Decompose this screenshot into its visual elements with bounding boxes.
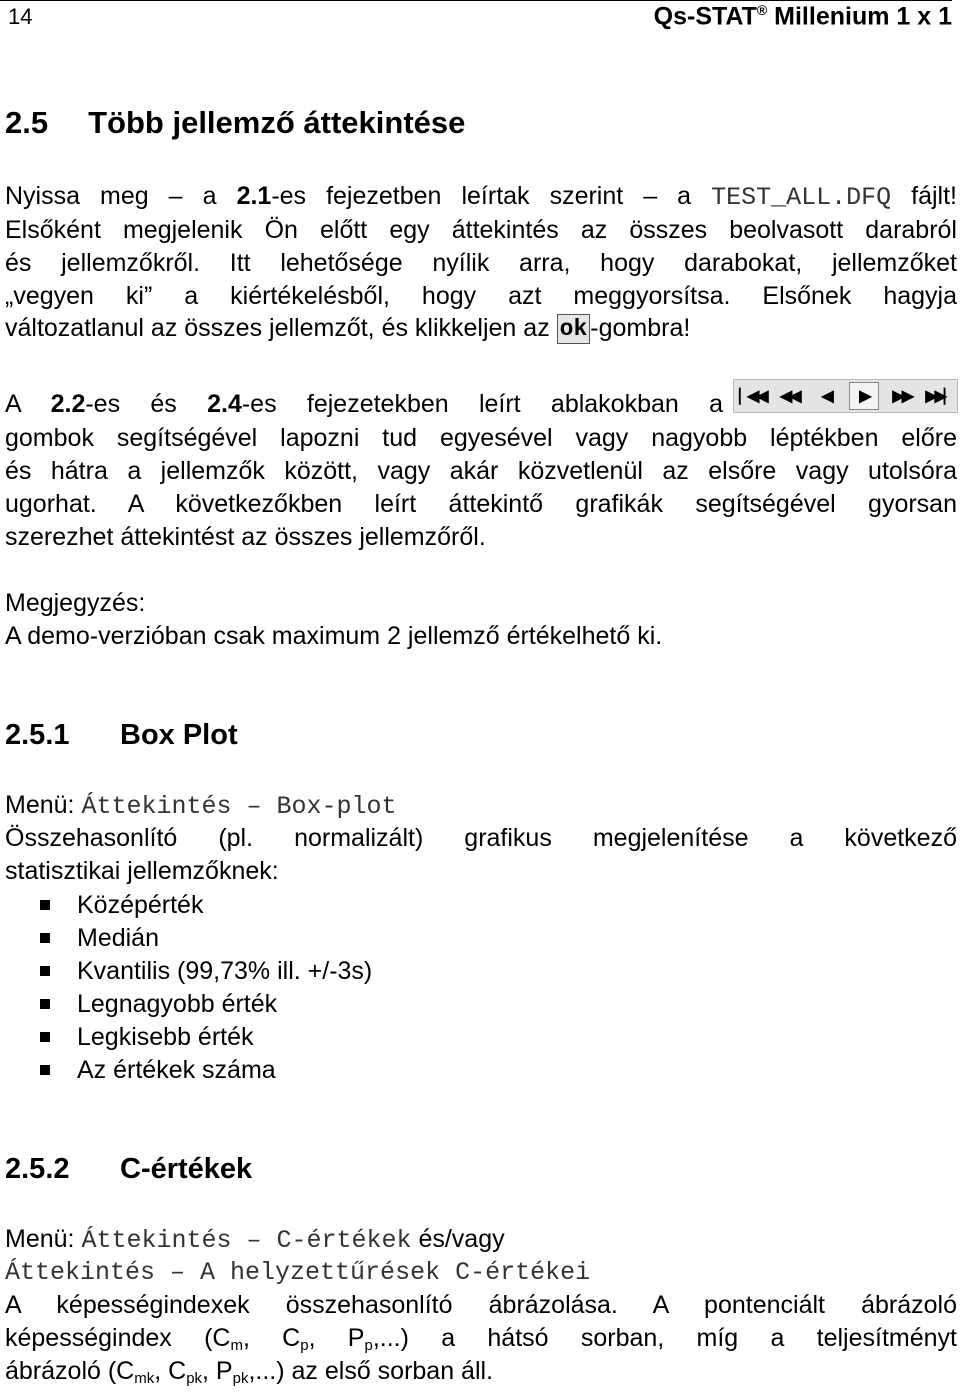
- subsection-heading-box-plot: 2.5.1 Box Plot: [5, 719, 238, 751]
- subsection-heading-c-values: 2.5.2 C-értékek: [5, 1153, 253, 1185]
- header-rule: [0, 0, 952, 1]
- bullet-square-icon: [40, 933, 50, 943]
- note-text: A demo-verzióban csak maximum 2 jellemző értékelhető ki.: [5, 622, 663, 650]
- bullet-square-icon: [40, 900, 50, 910]
- note-label: Megjegyzés:: [5, 589, 146, 617]
- menu-path-2: Áttekintés – A helyzettűrések C-értékei: [5, 1258, 591, 1287]
- box-plot-description: Összehasonlító (pl. normalizált) grafikus megjelenítése a következő: [5, 824, 957, 852]
- running-header-title: Qs-STAT® Millenium 1 x 1: [653, 2, 952, 31]
- ok-button[interactable]: ok: [557, 314, 591, 344]
- bullet-square-icon: [40, 966, 50, 976]
- first-record-icon[interactable]: ▏ ◀◀: [739, 387, 766, 405]
- bullet-square-icon: [40, 1065, 50, 1075]
- c-values-line-3: ábrázoló ($C_{mk}$, $C_{pk}$, $P_{pk}$,...) az első sorban áll.: [5, 1357, 494, 1387]
- menu-path: Áttekintés – Box-plot: [81, 792, 397, 821]
- next-icon[interactable]: ▶: [849, 382, 879, 410]
- menu-path: Áttekintés – C-értékek: [81, 1226, 412, 1255]
- c-values-line-2: képességindex ($C_m$, $C_p$, $P_p$,...) a hátsó sorban, míg a teljesítményt: [5, 1324, 957, 1354]
- file-name: TEST_ALL.DFQ: [711, 183, 892, 212]
- section-heading: 2.5 Több jellemző áttekintése: [5, 105, 466, 140]
- nav-paragraph-line-1: A 2.2-es és 2.4-es fejezetekben leírt ablakokban a: [5, 390, 723, 418]
- c-values-paragraph: A képességindexek összehasonlító ábrázolása. A pontenciált ábrázoló képességindex ($C_m$, $C_p$, $P_p$,...) a hátsó sorban, míg a teljesítményt: [5, 1289, 957, 1362]
- intro-line-5: változatlanul az összes jellemzőt, és klikkeljen az ok -gombra!: [5, 314, 691, 343]
- bullet-square-icon: [40, 1032, 50, 1042]
- box-plot-description-line-2: statisztikai jellemzőknek:: [5, 857, 279, 885]
- next-page-icon[interactable]: ▶▶: [892, 388, 912, 405]
- previous-icon[interactable]: ◀: [821, 388, 831, 405]
- bullet-square-icon: [40, 999, 50, 1009]
- previous-page-icon[interactable]: ◀◀: [779, 388, 799, 405]
- nav-paragraph: gombok segítségével lapozni tud egyesével vagy nagyobb léptékben előre és hátra a jellemzők között, vagy akár közvetlenül az elsőre vagy utolsóra ugorhat. A következőkben leírt áttekintő grafikák segítségével gyorsan: [5, 424, 957, 518]
- intro-line-1: Nyissa meg – a 2.1-es fejezetben leírtak szerint – a TEST_ALL.DFQ fájlt!: [5, 182, 958, 212]
- box-plot-menu: Menü: Áttekintés – Box-plot: [5, 791, 397, 821]
- intro-paragraph: Nyissa meg – a 2.1-es fejezetben leírtak szerint – a TEST_ALL.DFQ fájlt! Elsőként megjelenik Ön előtt egy áttekintés az összes beolvasott darabról és jellemzőkről. Itt lehetősége nyílik arra, hogy darabokat, jellemzőket „vegyen ki” a kiértékelésből, hogy azt meggyorsítsa. Elsőnek hagyja: [5, 182, 958, 310]
- navigation-toolbar: [733, 379, 958, 413]
- last-record-icon[interactable]: ▶▶ ▏: [925, 387, 952, 405]
- page-number: 14: [8, 4, 33, 29]
- nav-paragraph-line-5: szerezhet áttekintést az összes jellemzőről.: [5, 523, 486, 551]
- c-values-menu: Menü: Áttekintés – C-értékek és/vagy: [5, 1225, 505, 1255]
